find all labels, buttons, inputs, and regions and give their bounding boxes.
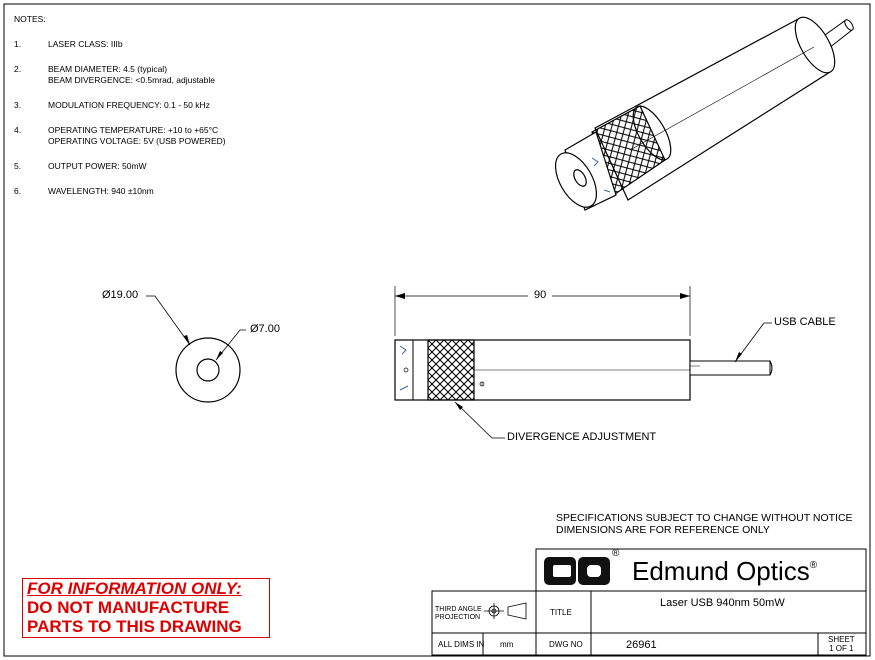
side-view — [395, 286, 772, 438]
specs-notice — [556, 512, 853, 536]
note-item — [14, 161, 226, 172]
sheet-value: 1 OF 1 — [829, 644, 854, 653]
warning-line: DO NOT MANUFACTURE — [27, 598, 230, 617]
notes-header: NOTES: — [14, 14, 46, 24]
note-number: 6. — [14, 186, 22, 196]
warning-line: FOR INFORMATION ONLY: — [27, 579, 242, 598]
information-only-warning — [22, 578, 270, 638]
note-line: LASER CLASS: IIIb — [48, 39, 123, 49]
projection-line: PROJECTION — [435, 614, 481, 621]
note-line: BEAM DIAMETER: 4.5 (typical) — [48, 64, 168, 74]
isometric-view — [547, 11, 855, 214]
note-number: 2. — [14, 64, 22, 74]
note-item — [14, 64, 226, 86]
divergence-adjustment-label: DIVERGENCE ADJUSTMENT — [507, 431, 657, 443]
note-number: 5. — [14, 161, 22, 171]
logo-registered-mark: ® — [612, 548, 620, 559]
note-number: 3. — [14, 100, 22, 110]
drawing-number-label: DWG NO — [549, 640, 583, 649]
edmund-logo-icon — [544, 557, 610, 585]
note-line: OPERATING VOLTAGE: 5V (USB POWERED) — [48, 136, 226, 146]
company-name-text: Edmund Optics — [632, 556, 810, 586]
note-line: OPERATING TEMPERATURE: +10 to +65°C — [48, 125, 219, 135]
projection-label — [435, 606, 482, 622]
company-registered-mark: ® — [809, 560, 818, 571]
title-value: Laser USB 940nm 50mW — [660, 597, 785, 609]
note-item — [14, 39, 226, 50]
dims-unit: mm — [500, 640, 514, 649]
outer-diameter-label: Ø19.00 — [102, 289, 139, 301]
note-line: OUTPUT POWER: 50mW — [48, 161, 147, 171]
note-line: BEAM DIVERGENCE: <0.5mrad, adjustable — [48, 75, 215, 85]
sheet-info — [828, 635, 855, 653]
length-dimension-label: 90 — [534, 289, 547, 301]
inner-diameter-label: Ø7.00 — [250, 323, 280, 335]
title-label: TITLE — [550, 608, 572, 617]
note-line: WAVELENGTH: 940 ±10nm — [48, 186, 154, 196]
note-item — [14, 125, 226, 147]
note-item — [14, 186, 226, 197]
company-name — [632, 556, 817, 587]
sheet-label: SHEET — [828, 635, 855, 644]
note-line: MODULATION FREQUENCY: 0.1 - 50 kHz — [48, 100, 210, 110]
end-view — [146, 296, 246, 402]
dims-label: ALL DIMS IN — [438, 640, 485, 649]
usb-cable-label: USB CABLE — [774, 316, 836, 328]
drawing-number-value: 26961 — [626, 639, 657, 651]
note-item — [14, 100, 226, 111]
notes-block — [14, 14, 226, 211]
projection-symbol-icon — [484, 603, 526, 619]
warning-line: PARTS TO THIS DRAWING — [27, 617, 242, 636]
specs-notice-line: DIMENSIONS ARE FOR REFERENCE ONLY — [556, 524, 770, 536]
note-number: 4. — [14, 125, 22, 135]
note-number: 1. — [14, 39, 22, 49]
specs-notice-line: SPECIFICATIONS SUBJECT TO CHANGE WITHOUT NOTICE — [556, 512, 853, 524]
projection-line: THIRD ANGLE — [435, 606, 482, 613]
